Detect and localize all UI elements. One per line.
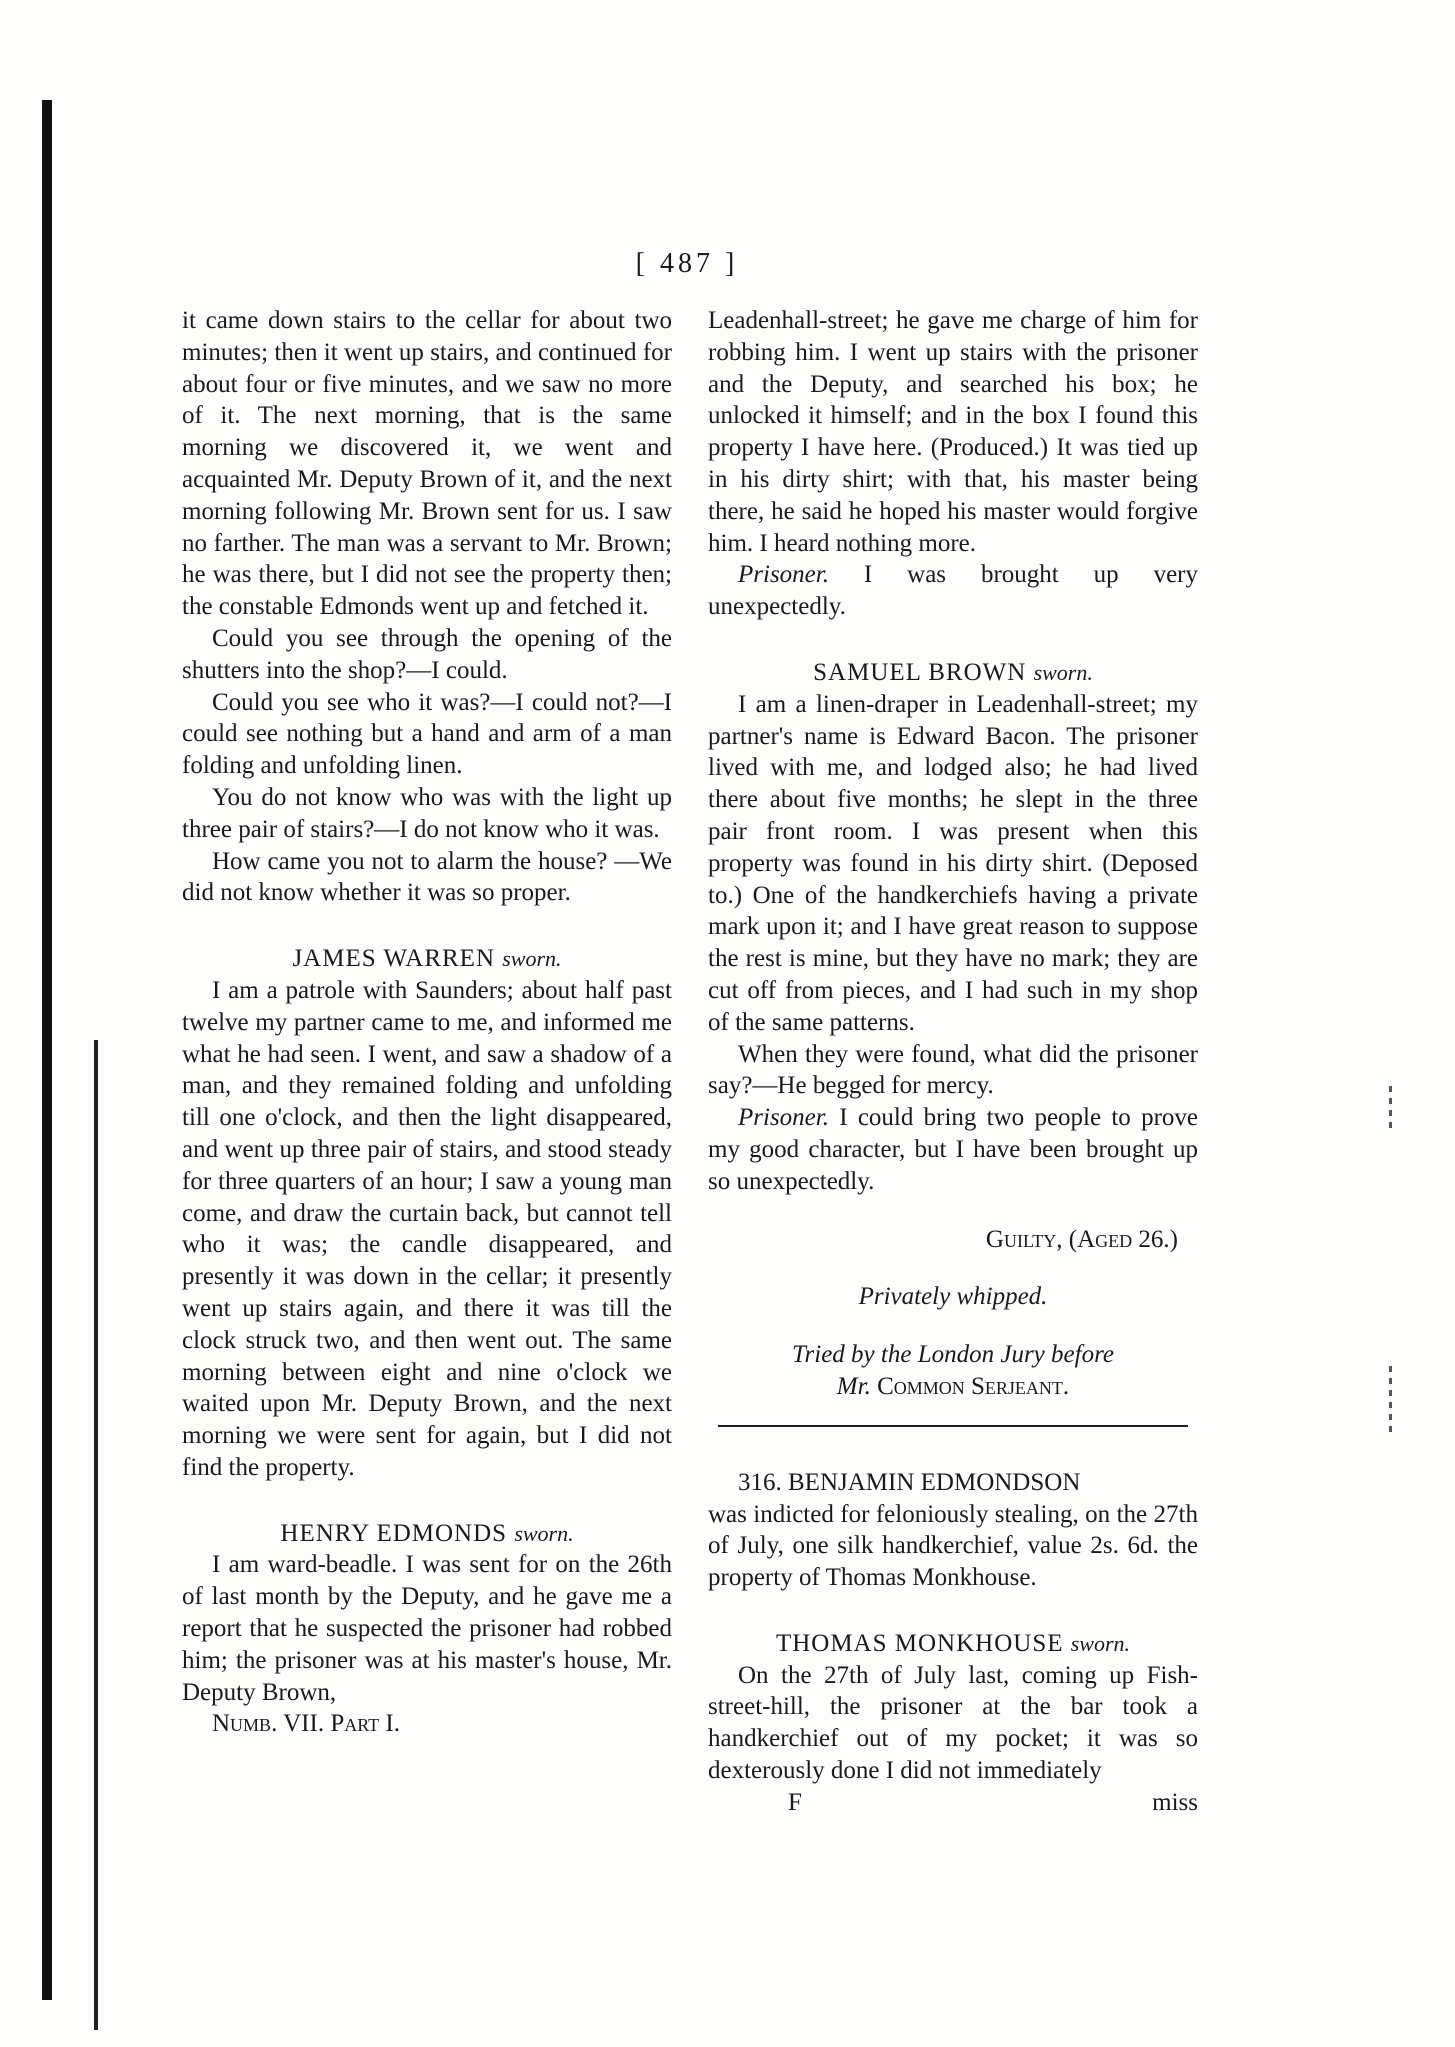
speaker-label: Prisoner. [738,1104,829,1132]
signature-mark: F [788,1788,802,1816]
tried-mr: Mr. [836,1372,871,1400]
witness-heading [182,1518,672,1550]
sentence-text: Privately whipped. [858,1283,1048,1311]
binding-shadow [94,1040,98,2030]
paragraph: On the 27th of July last, coming up Fish-street-hill, the prisoner at the bar took a handkerchief out of my pocket; it was so dexterously done I did not immediately [708,1661,1198,1785]
witness-name: SAMUEL BROWN [813,658,1027,686]
witness-name: HENRY EDMONDS [280,1519,508,1547]
tried-line [708,1339,1198,1371]
paragraph: Leadenhall-street; he gave me charge of him for robbing him. I went up stairs with the prisoner and the Deputy, and searched his box; he unlocked it himself; and in the box I found this property I have here. (Produced.) It was tied up in his dirty shirt; with that, his master being there, he said he hoped his master would forgive him. I heard nothing more. [708,307,1198,557]
paragraph: Could you see who it was?—I could not?—I could see nothing but a hand and arm of a man folding and unfolding linen. [182,688,672,780]
paragraph [708,559,1198,623]
witness-heading [708,1628,1198,1660]
verdict [708,1224,1198,1256]
paragraph [708,1102,1198,1197]
left-column [182,305,672,1740]
margin-marks [1389,1360,1397,1438]
speaker-label: Prisoner. [738,561,829,589]
paragraph: When they were found, what did the prisoner say?—He begged for mercy. [708,1040,1198,1100]
paragraph: was indicted for feloniously stealing, on the 27th of July, one silk handkerchief, value 2s. 6d. the property of Thomas Monkhouse. [708,1500,1198,1592]
case-heading [708,1467,1198,1499]
paragraph: I am ward-beadle. I was sent for on the 26th of last month by the Deputy, and he gave me a report that he suspected the prisoner had robbed him; the prisoner was at his master's house, Mr. Deputy Brown, [182,1551,672,1706]
paragraph: You do not know who was with the light up three pair of stairs?—I do not know who it was. [182,783,672,843]
verdict-text: Guilty, (Aged 26.) [985,1225,1178,1253]
right-column [708,305,1198,1819]
paragraph: Could you see through the opening of the shutters into the shop?—I could. [182,624,672,684]
sworn-label: sworn. [1033,659,1093,685]
witness-heading [182,943,672,975]
paragraph-text: I was brought up very unexpectedly. [708,561,1198,621]
paragraph: I am a linen-draper in Leadenhall-street; my partner's name is Edward Bacon. The prisoner lived with me, and lodged also; he had lived there about five months; he slept in the three pair front room. I was present when this property was found in his dirty shirt. (Deposed to.) One of the handkerchiefs having a private mark upon it; and I have great reason to suppose the rest is mine, but they have no mark; they are cut off from pieces, and I had such in my shop of the same patterns. [708,690,1198,1036]
margin-marks [1389,1080,1397,1134]
binding-edge [42,100,52,2000]
paragraph: I am a patrole with Saunders; about half past twelve my partner came to me, and informed me what he had seen. I went, and saw a shadow of a man, and they remained folding and unfolding till one o'clock, and then the light disappeared, and went up three pair of stairs, and stood steady for three quarters of an hour; I saw a young man come, and draw the curtain back, but cannot tell who it was; the candle disappeared, and presently it was down in the cellar; it presently went up stairs again, and there it was till the clock struck two, and then went out. The same morning between eight and nine o'clock we waited upon Mr. Deputy Brown, and the next morning we were sent for again, but I did not find the property. [182,976,672,1481]
sworn-label: sworn. [1070,1630,1131,1656]
paragraph-text: I could bring two people to prove my good character, but I have been brought up so unexpectedly. [708,1104,1198,1195]
page-number: [ 487 ] [635,248,739,279]
witness-name: JAMES WARREN [292,945,495,973]
case-name: BENJAMIN EDMONDSON [788,1468,1081,1496]
catchword: miss [1152,1788,1198,1816]
tried-text: Tried by the London Jury before [792,1341,1114,1369]
paragraph: How came you not to alarm the house? —We did not know whether it was so proper. [182,847,672,907]
footer-numb: Numb. VII. Part I. [212,1710,400,1738]
paragraph: it came down stairs to the cellar for about two minutes; then it went up stairs, and continued for about four or five minutes, and we saw no more of it. The next morning, that is the same morning we discovered it, we went and acquainted Mr. Deputy Brown of it, and the next morning following Mr. Brown sent for us. I saw no farther. The man was a servant to Mr. Brown; he was there, but I did not see the property then; the constable Edmonds went up and fetched it. [182,307,672,621]
witness-name: THOMAS MONKHOUSE [775,1629,1064,1657]
tried-judge: Common Serjeant. [877,1372,1070,1400]
case-number: 316. [738,1468,782,1496]
sentence [708,1281,1198,1313]
page-foot [708,1787,1198,1819]
sworn-label: sworn. [514,1520,574,1546]
sworn-label: sworn. [502,946,562,972]
section-divider [718,1425,1188,1427]
tried-line [708,1371,1198,1403]
witness-heading [708,657,1198,689]
